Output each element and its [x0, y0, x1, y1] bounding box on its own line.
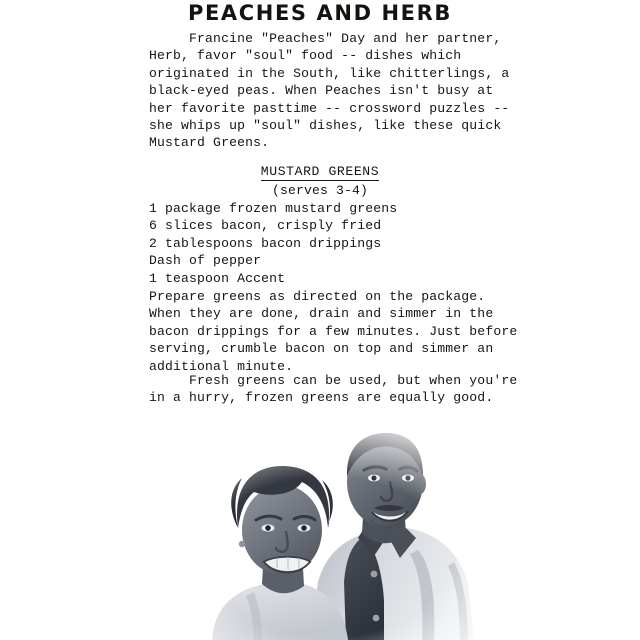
- duo-portrait-photo: [168, 432, 488, 640]
- directions-line: serving, crumble bacon on top and simmer an: [149, 341, 494, 357]
- intro-line: Francine "Peaches" Day and her partner,: [149, 31, 502, 46]
- closing-line: Fresh greens can be used, but when you're: [149, 373, 518, 388]
- ingredient-item: 1 package frozen mustard greens: [149, 201, 398, 216]
- intro-line: originated in the South, like chitterlings, a: [149, 65, 510, 81]
- intro-line: Mustard Greens.: [149, 135, 270, 151]
- closing-paragraph: [149, 372, 518, 407]
- directions-line: Prepare greens as directed on the package.: [149, 289, 486, 304]
- intro-paragraph: [149, 30, 509, 152]
- ingredient-item: 6 slices bacon, crisply fried: [149, 218, 382, 234]
- recipe-servings: (serves 3-4): [271, 183, 369, 199]
- ingredient-item: Dash of pepper: [149, 253, 262, 269]
- intro-line: black-eyed peas. When Peaches isn't busy at: [149, 83, 494, 99]
- duo-portrait-illustration: [168, 432, 488, 640]
- directions-line: additional minute.: [149, 358, 294, 374]
- directions-paragraph: [149, 288, 518, 375]
- directions-line: bacon drippings for a few minutes. Just before: [149, 323, 518, 339]
- intro-line: Herb, favor "soul" food -- dishes which: [149, 48, 462, 64]
- ingredient-item: 2 tablespoons bacon drippings: [149, 235, 382, 251]
- recipe-heading: [0, 163, 640, 200]
- directions-line: When they are done, drain and simmer in the: [149, 306, 494, 322]
- intro-line: she whips up "soul" dishes, like these quick: [149, 118, 502, 134]
- intro-line: her favorite pasttime -- crossword puzzles --: [149, 100, 510, 116]
- recipe-title: MUSTARD GREENS: [261, 163, 379, 181]
- ingredients-list: [149, 200, 509, 287]
- page-title: PEACHES AND HERB: [187, 1, 453, 25]
- closing-line: in a hurry, frozen greens are equally good.: [149, 390, 494, 406]
- ingredient-item: 1 teaspoon Accent: [149, 270, 286, 286]
